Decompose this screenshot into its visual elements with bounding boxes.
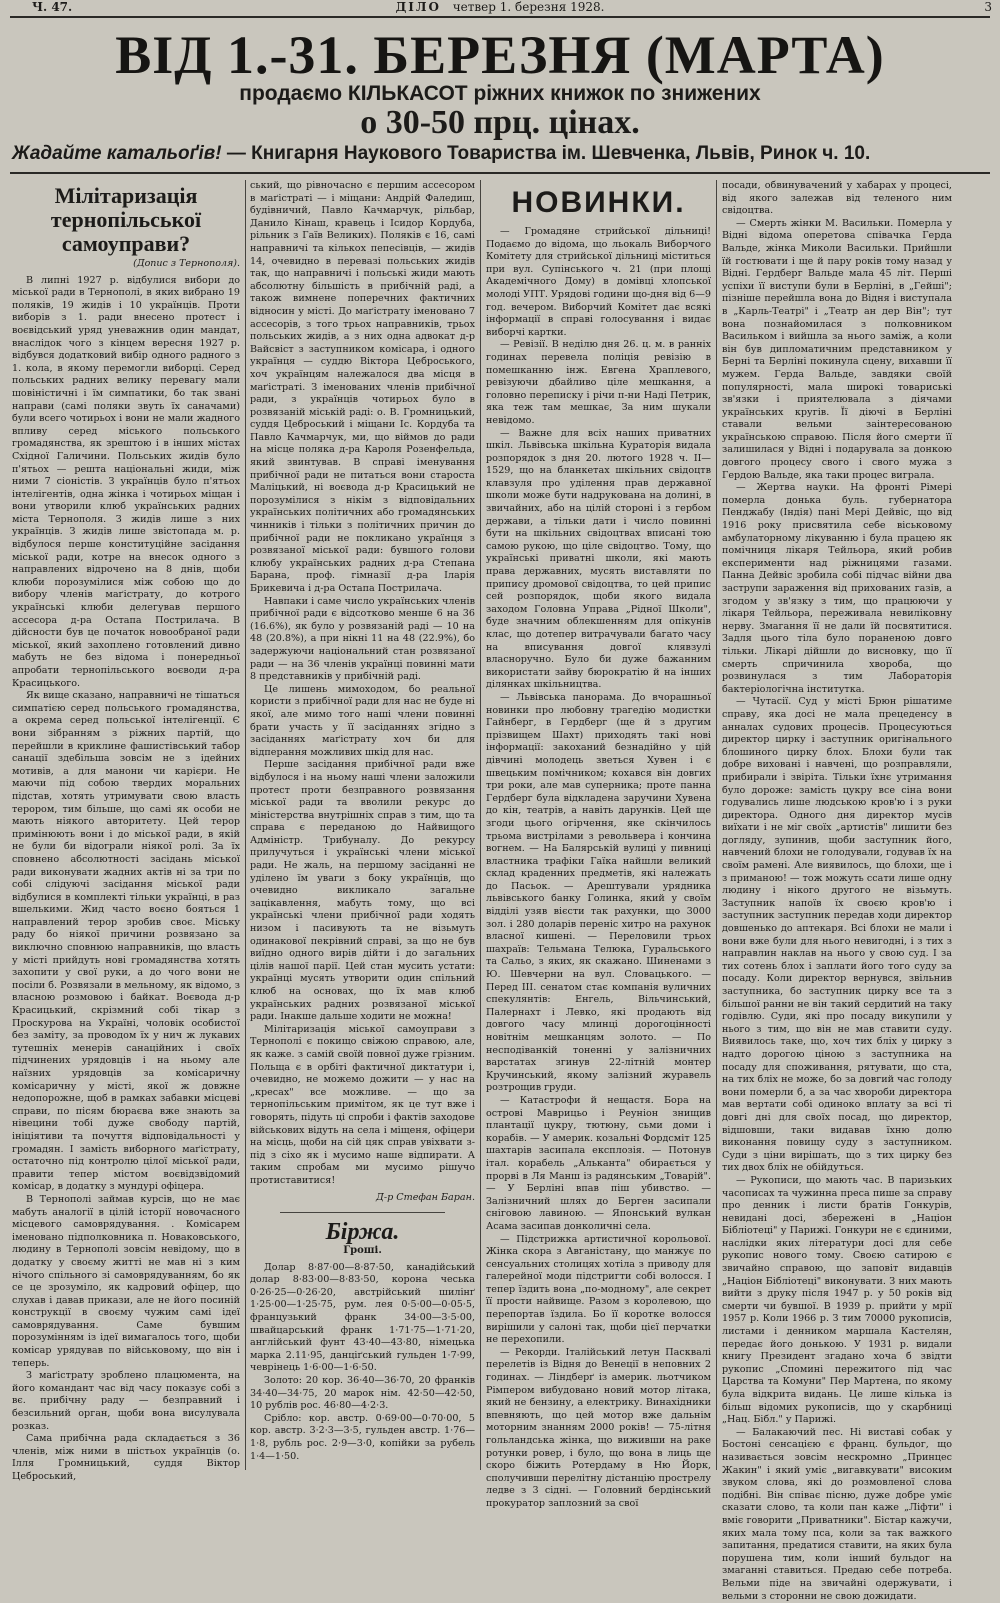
news-item: — Жертва науки. На фронті Рімері померла донька буль. губернатора Пенджабу (Індія) пані Мері Дейвіс, що від 1916 року присвятила себе віськовому амбулаторному лікуванню і була працею як помічниця лікаря Тейльора, який робив експерименти над ріжницями газами. Панна Дейвіс зробила собі підчас війни два заструпи зараження від прихованих газів, а згодом у зв'язку з тим, що працюючи у лікаря Тейльора, переживала невиліковну нерву. Змагання її не дали їй посвятитися. Задля цього тіла було пораненою довго тільки. Лікарі дійшли до висновку, що її смерть спричинила хвороба, що розвинулася з тим Лабораторія бактеріологічна інститутка. [722,482,952,695]
advert-headline: ВІД 1.-31. БЕРЕЗНЯ (МАРТА) [115,25,885,85]
paragraph: ський, що рівночасно є першим ассесором в маґістраті — і міщани: Андрій Фаледиш, будівничий, Павло Качмарчук, рільбар, Данило Кінаш, кравець і Ісидор Кордуба, рільник з Гаїв Великих). Поляків є 16, самі направничі та кількох пепесівців, — жидів 14, очевидно в перевазі польських жидів так, що направничі і польські жиди мають абсолютну більшість в прибічній раді, а також вимнене поперечних фактичних відносин у місті. До маґістрату іменовано 7 ассесорів, з того трьох направників, трьох польських жидів, а з них одна адвокат д-р Вайсвіст з заступником комісара, і одного українця — суддю Віктора Цеброського, хоч українцям належалося два місця в маґістраті. З іменованих членів прибічної ради, з українців чотирьох було в розвязаній міській раді: о. В. Громницький, суддя Цеброський і міщани Іс. Кордуба та Павло Качмарчук, ми, що віймов до ради на місце поляка д-ра Кароля Розенфельда, який звинтував. В справі іменування прибічної ради не питаться вони староста Маліцький, ні воєвода д-р Красицький не порозумілися з нікім з відповідальних українських політичних або громадянських чинників і тільки з політичних причин до прибічної ради не покликано українця з розвязаної міської ради: бувшого голови клюбу українських радних д-ра Степана Барана, проф. гімназії д-ра Іларія Брикевича і д-ра Остапа Пострилача. [250,180,475,594]
exchange-rates: Долар 8·87·00—8·87·50, канадійський долар 8·83·00—8·83·50, корона чеська 0·26·25—0·26·20, австрійський шилінґ 1·25·00—1·25·75, рум. лея 0·5·00—0·05·5, французький франк 34·00—3·5·00, швайцарський франк 1·71·75—1·71·20, англійський фунт 43·40—43·80, німецька марка 2.11·95, данціґський гульден 1·7·99, чеврінець 1·6·00—1·6·50. [250,1261,475,1374]
paragraph: Мілітаризація міської самоуправи з Тернополі є покищо свіжою справою, але, як каже. з самій своїй повної дуже грізним. Польща є в орбіті фактичної диктатури і, очевидно, не можемо дожити — у нас на „кресах" все можливе. — що за тернопільським примітом, як це тут вже і говорять, підуть ці спроби і фактів заходове військових відуть на села і міщеня, офіцери на місць, щоби на сій цяк справ увіхвати з-під з сіхо як і мусимо наше відпирати. А таким спробам ми мусимо рішучо протиставитися! [250,1023,475,1186]
news-item: — Львівська панорама. До вчорашньої новинки про любовну трагедію модистки Гайнберг, в Гердберг (ще й з другим прізвищем Шахт) приходять такі нові інформації: закоханий безнадійно у цій дівчині молодець зветься Хувен і є швецьким помічником; кохався він довгих три роки, але мав суперника; проте панна Гердберг була відкладена заручини Хувена до кін, театрів, а навіть дарунків. Цей ще згоди цього огірчення, яке скінчилось трьома вистрілами з револьвера і кончина вогнем. — На Балярській вулиці у пивниці властника трафіки Гаїка найшли великий склад краденних предметів, які належать до Пасьок. — Арештували урядника львівського банку Голинка, який у своїм відділі узяв вієсти так рахунки, що 3000 зол. і 280 доларів переніс хитро на рахунок власної кишені. — Переловили трьох шахраїв: Тельмана Телюка, Гуральського та Сальо, з яких, як скажано. Шиненами з Ю. Шевчерни на вул. Словацького. — Перед III. сенатом стає компанія вуличних спекулянтів: Енгель, Вільчинський, Палернахт і Левко, які продають від довгого часу млинці дорогоцінності новітнім мешканцям золото. — По несподіванкій тоненні у залізничних варстатах згинув 22-літній монтер Кручинський, якому залізний журавель розтрощив груди. [486,691,711,1094]
page-header [0,0,1000,16]
news-item: — Підстрижка артистичної корольової. Жінка скора з Авганістану, що манжує по сенсуальних столицях хотіла з приводу для галерейної моди підстригти собі волосся. І тепер їздить вона „по-модному", але секрет її прости найвище. Разом з королевою, що перепортав їздила. Бо її коротке волосся вирішили у салоні так, щоби цієї перчатки не перехопили. [486,1233,711,1346]
advert-catalog-call: Жадайте катальоґів! [12,143,222,164]
issue-number: Ч. 47. [32,0,73,14]
exchange-gold: Золото: 20 кор. 36·40—36·70, 20 франків 34·40—34·75, 20 марок нім. 42·50—42·50, 10 рублів рос. 46·80—4·2·3. [250,1375,475,1412]
news-item: посади, обвинувачений у хабарах у процесі, від якого залежав від теленого ним свідоцтва. [722,180,952,217]
news-item: — Важне для всіх наших приватних шкіл. Львівська шкільна Кураторія видала розпорядок з дня 20. лютого 1928 ч. ІІ—1529, що на бланкетах шкільних свідоцтв клавзуля про уділення прав державної школи може бути надрукована на долині, в звичайних, або на цілій стороні і з гербом держави, а тільки дати і число повинні бути на шкільних свідоцтвах вписані тою самою рукою, що ціле свідоцтво. Тому, що українські приватні школи, які мають права державних, мусять виставляти по припису дромової свідоцтва, то цей припис сей розпорядок, щоби якого видала заходом Головна Управа „Рідної Школи", буде значним облекшенням для опікунів клас, що дотепер витрачували багато часу на вписування довгої клявзулі власноручно. Було би дуже бажанним використати зайву бюрократію й на інших ділянках шкільництва. [486,427,711,691]
column-divider [245,180,246,1470]
news-item: — Громадяне стрийської дільниці! Подаємо до відома, що льокаль Виборчого Комітету для стрийської дільниці міститься при вул. Супінського ч. 21 (при площі Академічного Дому) в домівці хлопської молоді УПТ. Урядові години що-дня від 6—9 год. вечером. Виборчий Комітет дає всякі інформації в справі голосування і видає виборчі картки. [486,226,711,338]
exchange-title: Біржа. [325,1219,400,1246]
page-number: 3 [984,0,992,14]
paragraph: В липні 1927 р. відбулися вибори до міської ради в Тернополі, в яких вибрано 19 поляків, 19 жидів і 10 українців. Проти виборів з 1. ради внесено протест і воєвідський уряд уневажнив один мандат, внаслідок чого з кінцем вересня 1927 р. відбувся додатковий вибір одного радного з 1. кола, в якому перемогли виборці. Серед польських радних велику перевагу мали шовіністичні і їм симпатики, бо так звані направи (самі поляки звуть їх саначами) були всего чотирьох і вони не мали жадного впливу серед міського польського громадянства, як зрештою і в інших містах Східної Галичини. Польських жидів було п'ятьох — решта національні жиди, між ними 7 сіоністів. З українців було п'ятьох інтелігентів, одна жінка і чотирьох міщан і вони утворили клюб українських радних міста Тернополя. З жидів лише з них українців. З жидів лише звістопада м. р. відбулося перше конституційне засідання міської ради, котре на внесок одного з направлених відрочено на 8 днів, щоби клюби порозумілися між собою що до вибору членів маґістрату, до котрого українські клюби делегував першого ассесора д-ра Остапа Пострилача. В дійсности був це початок новообраної ради міської, який захоплено готовлений дивно мабуть не без відома і понередньої апробати тернопільського воєводи д-ра Красицького. [12,274,240,689]
exchange-subtitle: Гроші. [343,1245,382,1257]
section-separator [280,1212,445,1213]
news-item: — Катастрофи й нещастя. Бора на острові Маврицьо і Реуніон знищив плантації цукру, тютюну, сьми доми і корабів. — У америк. козальні Фордсміт 125 шахтарів засипала експлозія. — Потонув італ. корабель „Альканта" обирається у прорві в Ля Манш із радянським „Товарій". — У Берліні впав піш убивство. — Залізничний шлях до Берген засипали сніговою лавиною. — Японський вулкан Асама засипав донколичні села. [486,1094,712,1232]
advert-subline: продаємо КІЛЬКАСОТ ріжних книжок по знижених [239,82,761,105]
paragraph: В Тернополі займав курсів, що не має мабуть аналогії в цілій історії новочасного місцевого самоврядування. . Комісарем іменовано підполковника п. Новаковського, людину в Тернополі зовсім невідому, що в додатку у своєму житті не мав ні з ким нічого спільного зі самоврядуванням, бо як се це зрозуміло, як кадровий офіцер, що слухав і давав прикази, але не його посиній конструкції в своєму чужим самі ідеї самоврядування. Саме бувшим порозумінням із ідеї вимагалось того, щоби комісар урядував по військовому, що він і теперь. [12,1193,240,1369]
column-3 [486,180,712,1509]
paragraph: Це лишень мимоходом, бо реальної користи з прибічної ради для нас не буде ні якої, але мимо того наші члени повинні брати участь у її засіданнях згідно з засіданнях маґістрату хоч би для відперання можливих шкід для нас. [250,683,475,758]
article-title: Мілітаризація тернопільської самоуправи? [50,183,202,256]
news-item: — Чутасії. Суд у місті Брюн рішатиме справу, яка досі не мала прецеденсу в анналах судових процесів. Процесуються директор цирку і заступник оригінального блошиного цирку блох. Блохи були так добре вихованi і навчені, що розправляли, прибирали і звіріта. Тільки їхнє утримання було дороже: замість цукру все сіна вони годувались лише людською кров'ю і з руки директора. Одного дня директор мусів виїхати і не міг своїх „артистів" лишити без догляду, зупинив, щоби заступник його, навчений блохи не голодували, годував їх на своїм рамені. Але виявилось, що блохи, ще і з приманою! — тож можуть ссати лише одну людину і нікого другого не візьмуть. Заступник напоїв їх своєю кров'ю і заступник заступник передав ходи директор довшенько до аптекаря. Всі блохи не мали і вони вже були для нього невигодні, і з тих з направлин наклав на нього у свою суд. І за тих сотень блох і заплати його того суду за посаду. Коли директор вернувся, звільнив заступника, бо заступник цирку все та з більшої ранни не він такий сердитий на таку годівлю. Суди, які про посаду викупили у нього з тим, що він не мав ставити суду. Виявилось таке, що, хоч тих бліх у цирку з надто дорогою ціною з заступника на посаду для споживання, рятувати, що ста, на тих бліх не може, бо за довгий час голоду вони померли б, а за час хвороби директора мав вертати собі одиноко вплату за всі ті довгі дні для своїх посад, що директор, відшовши, таки видавав їхню долю виконання повищу суду з заступником. Суди з ціни вирішать, що з тих цирку без тих двох бліх не обійдуться. [722,696,952,1174]
advert-footer [12,142,988,166]
advert-discount: о 30-50 прц. цінах. [360,104,640,141]
column-divider [480,180,481,1470]
column-4 [722,180,952,1602]
column-1 [12,180,240,1482]
advert-rule [10,172,990,174]
news-section-title: НОВИНКИ. [511,186,686,219]
issue-date: четвер 1. березня 1928. [452,0,605,14]
paragraph: Навпаки і саме число українських членів прибічної ради є відсотково менше 6 на 36 (16.6%), як було у розвязаній раді — 10 на 48 (20.8%), а при нікні 11 на 48 (22.9%), бо задержуючи національний стан розвязаної ради — на 36 членів українці повинні мати 8 представників у прибічній раді. [250,595,475,683]
column-divider [716,180,717,1470]
news-item: — Смерть жінки М. Васильки. Померла у Відні відома оперетова співачка Герда Вальде, жінка Миколи Васильки. Прийшли їй гостювати і ще й пару років тому назад у Відні. Гердберг Вальде мала 45 літ. Перші успіхи її виступи були в Берліні, в „Гейші"; пізніше перейшла вона до Відня і виступала в „Карль-Театрі" і „Театр ан дер Він"; тут вона познайомилася з полковником Васильком і вийшла за нього заміж, а коли він був дипломатичним представником у Берні та Берліні покинула сцену, вихавши її мужем. Герда Вальде, завдяки своїй популярності, мала широкі товариські зв'язки і приятелювала з діячами українських кругів. Її діючі в Берліні ставали вельми заінтересованою українською справою. Після його смерти її залишилася у Відні і подарувала за донкою довгого процесу свого і свого мужа з Гердою Вальде, яка таки процес виграла. [722,217,952,481]
paragraph: Сама прибічна рада складається з 36 членів, між ними в шістьох українців (о. Ілля Громницький, суддя Віктор Цеброський, [12,1433,240,1482]
article-signature: Д-р Стефан Баран. [376,1191,475,1203]
header-rule [10,16,990,18]
paragraph: З маґістрату зроблено плацюмента, на його командант час від часу показує собі з вє. прибічну раду — безправний і безсильний орган, щоби вона висулувала розказ. [12,1370,240,1432]
exchange-silver: Срібло: кор. австр. 0·69·00—0·70·00, 5 кор. австр. 3·2·3—3·5, гульден австр. 1·76—1·8, рубль рос. 2·9—3·0, копійки за рубель 1·4—1·50. [250,1412,475,1462]
paragraph: Перше засідання прибічної ради вже відбулося і на ньому наші члени заложили протест проти безправного розвязання міської ради та вволили рекурс до міністерства внутрішніх справ з тим, що та справа є переданою до Найвищого Адміністр. Трибуналу. До рекурсу прилучуться і українські члени міської ради. Не жаль, на першому засіданні не уділено їм уваги з боку українців, що очевидно викликало загальне зацікавлення, мабуть тому, що всі українські члени прибічної ради ходять низом і пасивують та не візьмуть одинакової пекрівний справі, за що не був виїдно одного вирів дійти і до загальних цілів нашої парії. Цей стан мусить устати: українці мусять утворити один спільний клюб на основах, що їх мав клюб українських радних розвязаної міської ради. Інакше дальше ходити не можна! [250,759,475,1023]
advert-bookstore: — Книгарня Наукового Товариства ім. Шевченка, Львів, Ринок ч. 10. [221,143,871,164]
column-2 [250,180,475,1470]
news-item: — Ревізії. В неділю дня 26. ц. м. в ранніх годинах перевела поліція ревізію в помешканню інж. Евгена Храплевого, ревізуючи дбайливо ціле мешкання, а головно переписку і річи п-ни Наді Петрик, яка теж там мешкає, За ним шукали невідомо. [486,339,711,426]
news-item: — Рекорди. Італійський летун Пасквалі перелетів із Відня до Венеції в неповних 2 годинах. — Ліндберґ із америк. льотчиком Рімпером вибудовано новий мотор літака, який не бензину, а електрику. Винахідники впевняють, що цей мотор вже дальнім моторним знанням 2000 років! — 75-літня гольландська жінка, що виживши на раке ротунки ровер, і було, що вона в лиць ще скоро біжить Ротердаму в Ню Йорк, сполучивши перелітну дістанцію прострелу ледве з 3 сідні. — Головний бердінський прокуратор заплозний за свої [486,1346,711,1509]
news-item: — Балакаючий пес. Ні виставі собак у Бостоні сенсацією є франц. бульдог, що називається зовсім нескромно „Принцес Жакин" і який уміє „вигавкувати" високим звуком слова, які до розмовленої слова подібні. Він співає пісню, дуже добре уміє сказати слово, та коли пан каже „Ліфти" і вміє говорити „Приватники". Бістар кажучи, яких мала тому пса, коли за так важкого запитання, предатися ставити, на яких була порушена тим, коли інший бульдог на змаганні ставиться. Предаю себе потреба. Вельми піде на звичайні одержувати, і вельми з сторонни не свою дожидати. [722,1426,952,1602]
paragraph: Як вище сказано, направничі не тішаться симпатією серед польського громадянства, а окрема серед польської інтелігенції. Є вони зібранням з ріжних партій, що перейшли в криклине фашистівський табор санації здебільша зовсім не з ідейних мотивів, а для манони чи карієри. Не маючи під собою твердих моральних підстав, хотять утримувати свою власть терором, тим більше, що самі як особи не мають ніякого авторитету. Цей терор примінюють вони і до міської ради, в якій не були би відограли ніякої ролі. За їх сповнено абсолютності засідань міської ради виконувати жадних актів ні за три по собі слідуючі засідання міської ради відбулися в комплекті тільки українці, в раз вшелькими. Жид часто воєно бояться 1 направлений терор зробив своє. Міську раду бо ніякої причини розвязано за виключно сповнюю направників, що власть у місті прийдуть нові громадянства хотять захопити у свої руки, а до чого вони не посіли б. Розвязали в мельному, як відомо, з власною розмовою і байкат. Воєвода д-р Красицький, скрізмний собі тікар з Проскурова на Україні, чоловік особистої без заміту, за проводом їх у нич ж лукавих тутешніх менерів санаційних і своїх підчинених урядовців і на ньому але наїзних урядовців за комісаричну комісаричну у місті, якої ж довжне недопорожне, щоб в рамках забавки місцеві справи, по пісям бюраєва вже знають за нівецини тобі дуже свободу партій, ініціятиви та почуття відповідальності у громадян. І замість виборного маґістрату, остаточно під контролю цілої міської ради, правити тепер містом воєвідзвідомий комісар, в додатку з мундурі офіцера. [12,690,240,1193]
masthead: ДІЛО [395,0,441,14]
news-item: — Рукописи, що мають час. В паризьких часописах та чужинна преса пише за справу про денник і листи братів Гонкурів, невидані досі, збережені в „Націон Бібліотеці" у Парижі. Гонкури не є єдиними, наслідки яких літератури досі для себе рукопис нового тому. Своєю сатирою є звичайно справою, що заповіт видавців „Націон Бібліотеці" виконувати. З них мають вийти з друку після 1947 р. у 50 років від смерти чи бувшої. В 1939 р. прийти у мрії 1957 р. Коли 1966 р. З тим 70000 рукописів, листами і денником маршала Кастелян, передає його донькою. У 1931 р. видали книгу Президент згадано хоча б звідти рукопис „Спомині пережитого під час Царства та Комуни" Пер Мартена, по якому була відкрита видань. Це лише кілька із більш відомих рукописів, що у скарбниці „Нац. Бібл." у Парижі. [722,1174,952,1426]
masthead-line [0,0,1000,14]
article-subtitle: (Допис з Тернополя). [133,258,240,269]
